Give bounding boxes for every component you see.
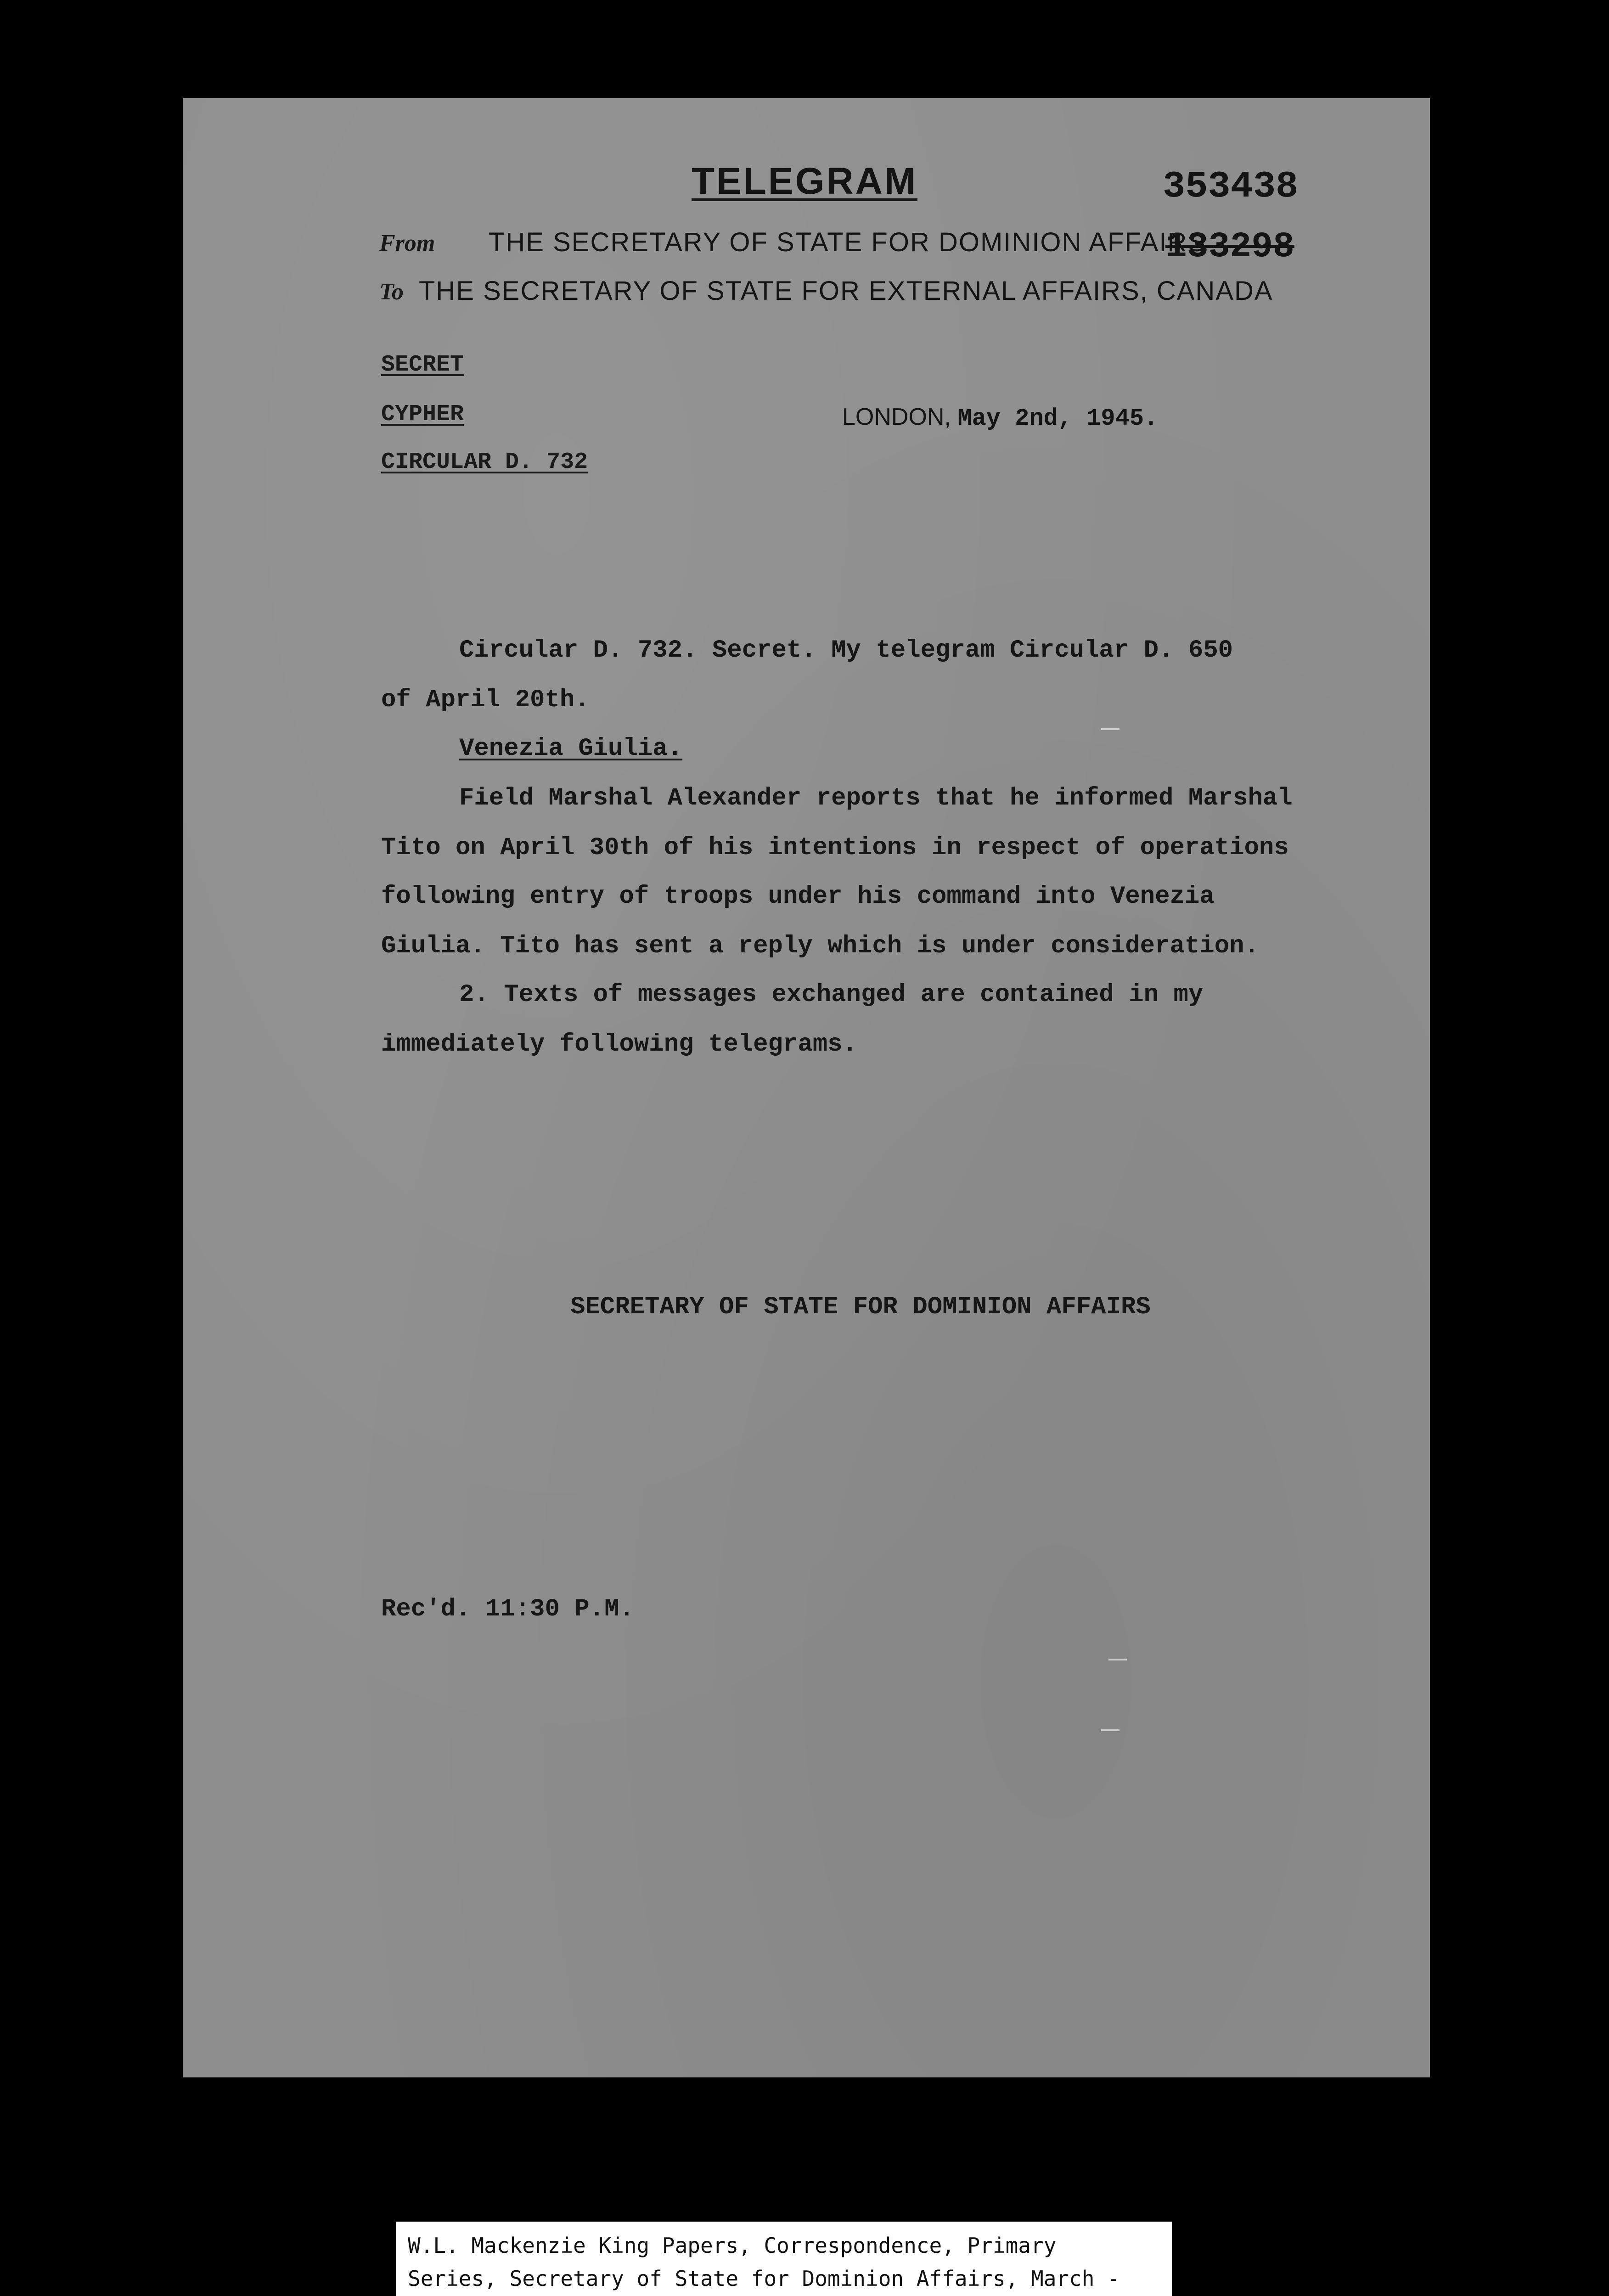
- body-line: Giulia. Tito has sent a reply which is under consideration.: [381, 932, 1259, 960]
- body-line: 2. Texts of messages exchanged are contained in my: [459, 981, 1204, 1009]
- citation-line: W.L. Mackenzie King Papers, Correspondence, Primary: [408, 2233, 1057, 2258]
- document-number: 353438: [1163, 165, 1299, 208]
- telegram-title: TELEGRAM: [692, 160, 918, 202]
- margin-mark: [1101, 1729, 1120, 1731]
- to-text: THE SECRETARY OF STATE FOR EXTERNAL AFFAIRS, CANADA: [419, 276, 1273, 306]
- body-line: Circular D. 732. Secret. My telegram Circular D. 650: [459, 636, 1233, 664]
- body-line: Field Marshal Alexander reports that he informed Marshal: [459, 784, 1293, 812]
- classification-cypher: CYPHER: [381, 401, 464, 428]
- received-time: Rec'd. 11:30 P.M.: [381, 1595, 634, 1623]
- body-subject: Venezia Giulia.: [459, 735, 683, 763]
- margin-mark: [1108, 1659, 1127, 1660]
- margin-mark: [1101, 728, 1120, 730]
- to-label: To: [379, 279, 404, 305]
- body-line: of April 20th.: [381, 686, 590, 714]
- citation-line: Series, Secretary of State for Dominion Affairs, March -: [408, 2266, 1120, 2291]
- circular-number: CIRCULAR D. 732: [381, 449, 588, 475]
- citation-label: [396, 2222, 1172, 2296]
- struck-document-number: 133298: [1165, 227, 1294, 267]
- signature: SECRETARY OF STATE FOR DOMINION AFFAIRS: [570, 1293, 1151, 1321]
- dateline-city: LONDON,: [842, 404, 951, 430]
- telegram-page: [183, 98, 1430, 2077]
- dateline: [842, 403, 1158, 432]
- body-line: immediately following telegrams.: [381, 1030, 857, 1058]
- dateline-date: May 2nd, 1945.: [957, 405, 1159, 432]
- body-line: Tito on April 30th of his intentions in respect of operations: [381, 834, 1289, 862]
- from-text: THE SECRETARY OF STATE FOR DOMINION AFFAIRS: [489, 227, 1207, 257]
- classification-secret: SECRET: [381, 352, 464, 378]
- body-line: following entry of troops under his command into Venezia: [381, 883, 1215, 911]
- from-label: From: [379, 230, 435, 256]
